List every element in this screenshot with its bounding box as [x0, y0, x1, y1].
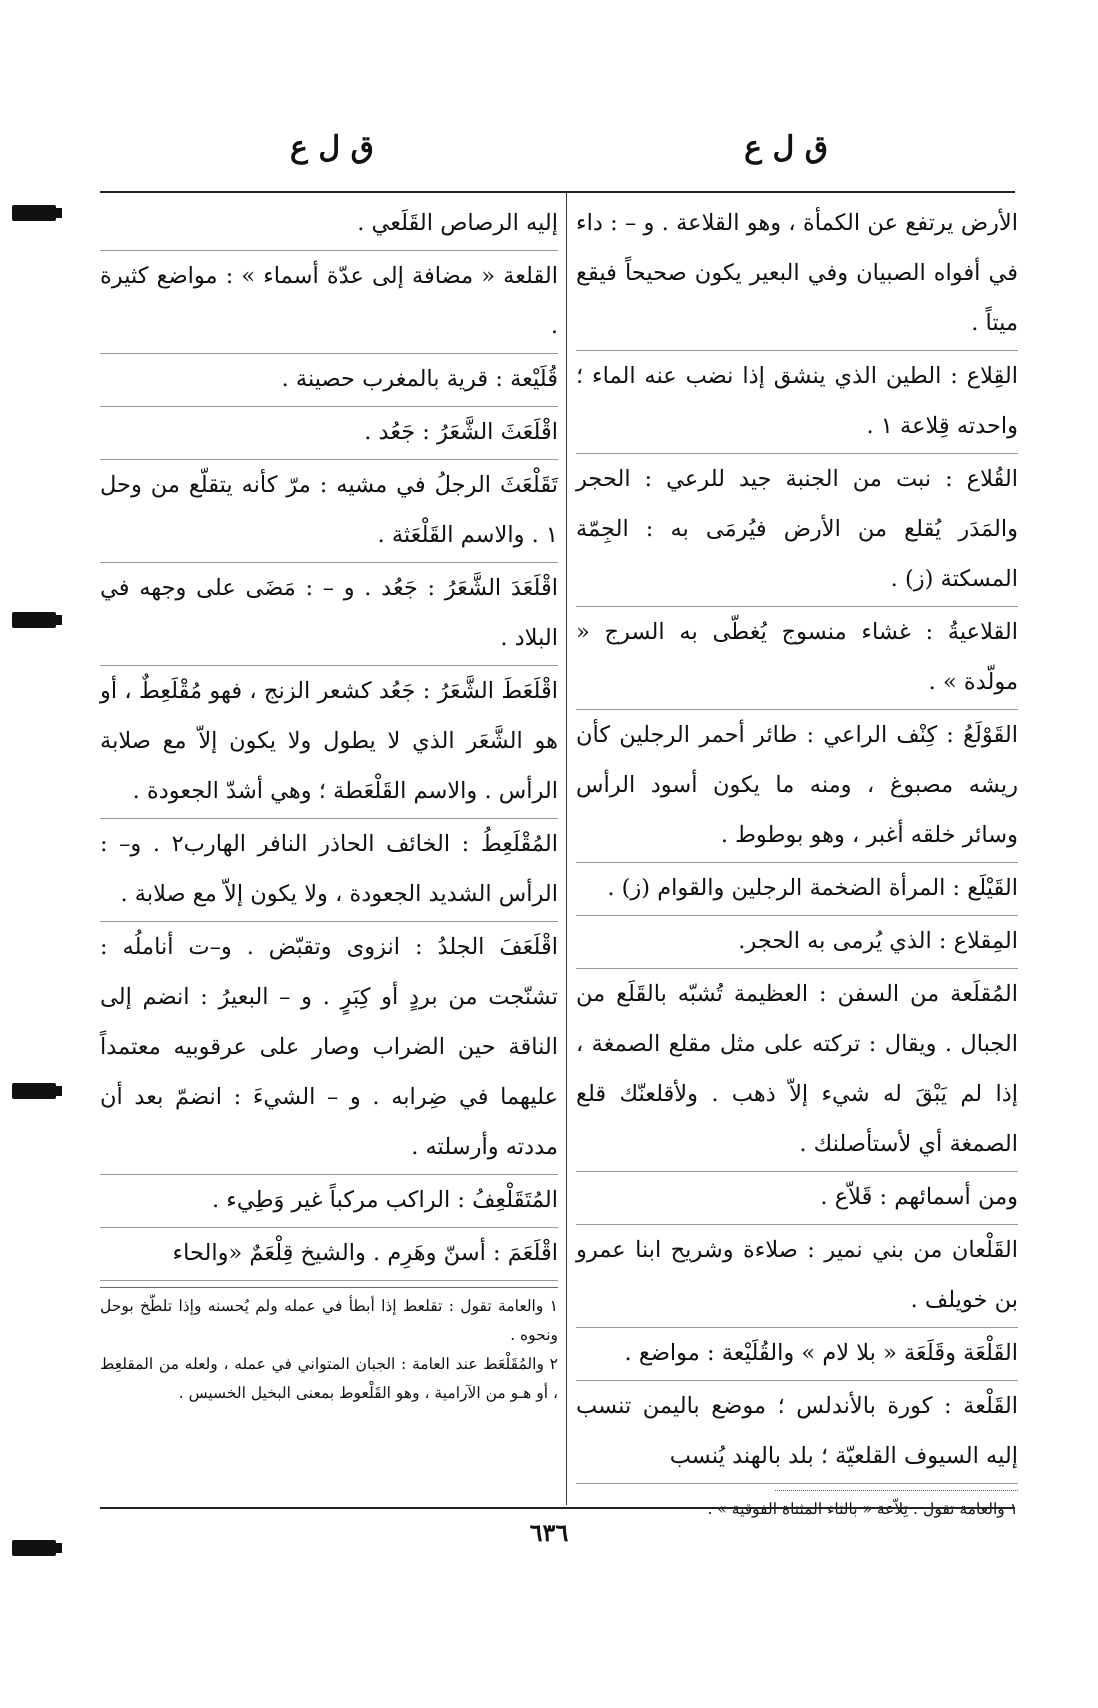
dictionary-entry: المُقلَعة من السفن : العظيمة تُشبّه بالقَلَع من الجبال . ويقال : تركته على مثل مقلع الصمغة ، إذا لم يَبْقَ له شيء إلاّ ذهب . ولأقلعنّك قلع الصمغة أي لأستأصلنك .	[576, 969, 1018, 1172]
footnote: ٢ والمُقَلْعَط عند العامة : الجبان المتواني في عمله ، ولعله من المقلعِط ، أو هـو من الآرامية ، وهو القَلْعوط بمعنى البخيل الخسيس .	[100, 1355, 558, 1402]
dictionary-entry: اقْلَعَدَ الشَّعَرُ : جَعُد . و – : مَضَى على وجهه في البلاد .	[100, 563, 558, 666]
dictionary-entry: القلعة « مضافة إلى عدّة أسماء » : مواضع كثيرة .	[100, 251, 558, 354]
dictionary-entry: إليه الرصاص القَلَعي .	[100, 198, 558, 251]
dictionary-entry: القُلاع : نبت من الجنبة جيد للرعي : الحجر والمَدَر يُقلع من الأرض فيُرمَى به : الجِمّة المسكتة (ز) .	[576, 454, 1018, 607]
footnote: ١ والعامة تقول : تِلاّعة « بالتاء المثناة الفوقية » .	[707, 1500, 1018, 1518]
margin-edge-mark	[12, 205, 56, 221]
dictionary-entry: قُلَيْعة : قرية بالمغرب حصينة .	[100, 354, 558, 407]
dictionary-entry: القَيْلَع : المرأة الضخمة الرجلين والقوام (ز) .	[576, 863, 1018, 916]
footnote: ١ والعامة تقول : تقلعط إذا أبطأ في عمله ولم يُحسنه وإذا تلطّخ بوحل ونحوه .	[100, 1297, 558, 1344]
column-divider	[566, 193, 567, 1505]
dictionary-entry: اقْلَعَمَ : أسنّ وهَرِم . والشيخ قِلْعَمٌ «والحاء	[100, 1228, 558, 1281]
dictionary-entry: تَقَلْعَثَ الرجلُ في مشيه : مرّ كأنه يتقلّع من وحل ١ . والاسم القَلْعَثة .	[100, 460, 558, 563]
dictionary-entry: المِقلاع : الذي يُرمى به الحجر.	[576, 916, 1018, 969]
left-column	[100, 198, 558, 1408]
dictionary-entry: القَلْعَة وقَلَعَة « بلا لام » والقُلَيْعة : مواضع .	[576, 1328, 1018, 1381]
dictionary-entry: القَلْعان من بني نمير : صلاءة وشريح ابنا عمرو بن خويلف .	[576, 1225, 1018, 1328]
footnote-separator	[100, 1287, 558, 1288]
dictionary-entry: اقْلَعَفَ الجلدُ : انزوى وتقبّض . و–ت أناملُه : تشنّجت من بردٍ أو كِبَرٍ . و – البعيرُ : انضم إلى الناقة حين الضراب وصار على عرقوبيه معتمداً عليهما في ضِرابه . و – الشيءَ : انضمّ بعد أن مددته وأرسلته .	[100, 922, 558, 1175]
right-column	[576, 198, 1018, 1524]
dictionary-entry: ومن أسمائهم : قَلاّع .	[576, 1172, 1018, 1225]
dictionary-entry: اقْلَعَطَ الشَّعَرُ : جَعُد كشعر الزنج ، فهو مُقْلَعِطٌ ، أو هو الشَّعَر الذي لا يطول ولا يكون إلاّ مع صلابة الرأس . والاسم القَلْعَطة ؛ وهي أشدّ الجعودة .	[100, 666, 558, 819]
dictionary-entry: القَوْلَعُ : كِنْف الراعي : طائر أحمر الرجلين كأن ريشه مصبوغ ، ومنه ما يكون أسود الرأس وسائر خلقه أغبر ، وهو بوطوط .	[576, 710, 1018, 863]
dictionary-entry: اقْلَعَثَ الشَّعَرُ : جَعُد .	[100, 407, 558, 460]
running-header-left: ق ل ع	[290, 130, 374, 165]
dictionary-entry: المُتَقَلْعِفُ : الراكب مركباً غير وَطِيء .	[100, 1175, 558, 1228]
header-rule	[100, 191, 1015, 193]
margin-edge-mark	[12, 612, 56, 628]
dictionary-entry: المُقْلَعِطُ : الخائف الحاذر النافر الهارب٢ . و– : الرأس الشديد الجعودة ، ولا يكون إلاّ مع صلابة .	[100, 819, 558, 922]
margin-edge-mark	[12, 1083, 56, 1099]
dictionary-entry: الأرض يرتفع عن الكمأة ، وهو القلاعة . و – : داء في أفواه الصبيان وفي البعير يكون صحيحاً فيقع ميتاً .	[576, 198, 1018, 351]
dictionary-entry: القَلْعة : كورة بالأندلس ؛ موضع باليمن تنسب إليه السيوف القلعيّة ؛ بلد بالهند يُنسب	[576, 1381, 1018, 1484]
dictionary-entry: القِلاع : الطين الذي ينشق إذا نضب عنه الماء ؛ واحدته قِلاعة ١ .	[576, 351, 1018, 454]
running-header-right: ق ل ع	[744, 130, 828, 165]
footnote-separator	[775, 1490, 1018, 1491]
dictionary-entry: القلاعيةُ : غشاء منسوج يُغطّى به السرج « مولّدة » .	[576, 607, 1018, 710]
page-number: ٦٣٦	[529, 1518, 569, 1547]
footer-rule	[100, 1507, 1015, 1509]
